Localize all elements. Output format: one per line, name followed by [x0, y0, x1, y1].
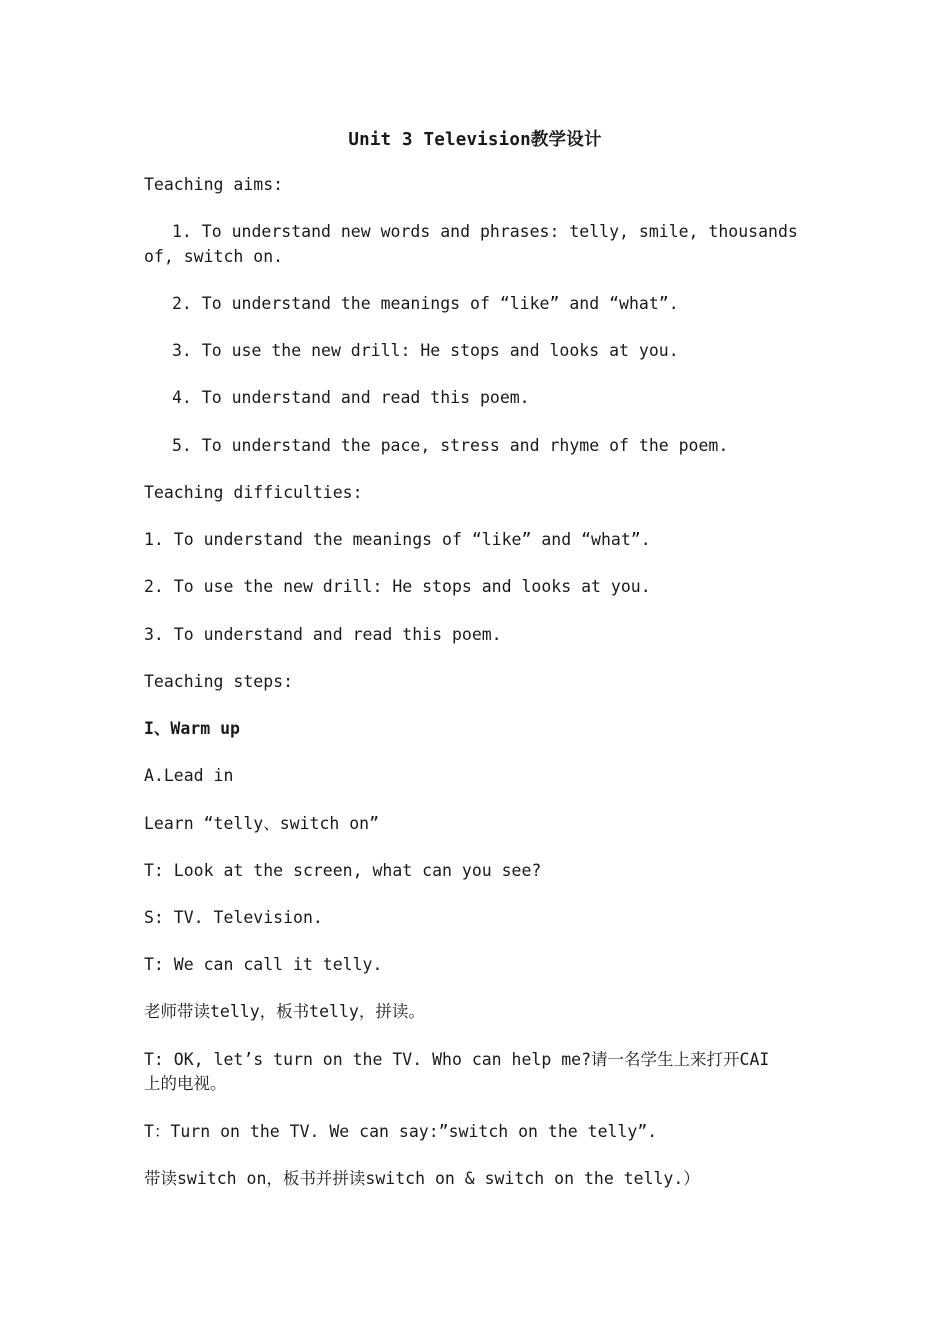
difficulties-heading: Teaching difficulties: — [144, 483, 363, 502]
paragraph-line: S: TV. Television. — [144, 908, 323, 927]
paragraph-line: T: We can call it telly. — [144, 955, 383, 974]
aim-item-2: 2. To understand the meanings of “like” and “what”. — [172, 294, 679, 313]
paragraph-line: 上的电视。 — [144, 1074, 227, 1093]
document-title: Unit 3 Television教学设计 — [348, 130, 602, 150]
subsection-lead-in: A.Lead in — [144, 766, 234, 785]
aim-item-5: 5. To understand the pace, stress and rhyme of the poem. — [172, 436, 729, 455]
aim-item-3: 3. To use the new drill: He stops and looks at you. — [172, 341, 679, 360]
difficulty-item-2: 2. To use the new drill: He stops and looks at you. — [144, 577, 651, 596]
aims-heading: Teaching aims: — [144, 175, 284, 194]
paragraph-line: T: OK, let’s turn on the TV. Who can help me?请一名学生上来打开CAI — [144, 1050, 770, 1069]
paragraph-line: 带读switch on，板书并拼读switch on & switch on the telly.） — [144, 1169, 700, 1188]
difficulty-item-1: 1. To understand the meanings of “like” and “what”. — [144, 530, 651, 549]
aim-item-1-cont: of, switch on. — [144, 247, 284, 266]
aim-item-4: 4. To understand and read this poem. — [172, 388, 530, 407]
aim-item-1: 1. To understand new words and phrases: telly, smile, thousands — [172, 222, 798, 241]
paragraph-line: Learn “telly、switch on” — [144, 814, 380, 833]
paragraph-line: T：Turn on the TV. We can say:”switch on the telly”. — [144, 1122, 658, 1141]
paragraph-line: 老师带读telly，板书telly，拼读。 — [144, 1002, 425, 1021]
paragraph-line: T: Look at the screen, what can you see? — [144, 861, 542, 880]
steps-heading: Teaching steps: — [144, 672, 294, 691]
difficulty-item-3: 3. To understand and read this poem. — [144, 625, 502, 644]
section-warm-up: I、Warm up — [144, 719, 240, 738]
